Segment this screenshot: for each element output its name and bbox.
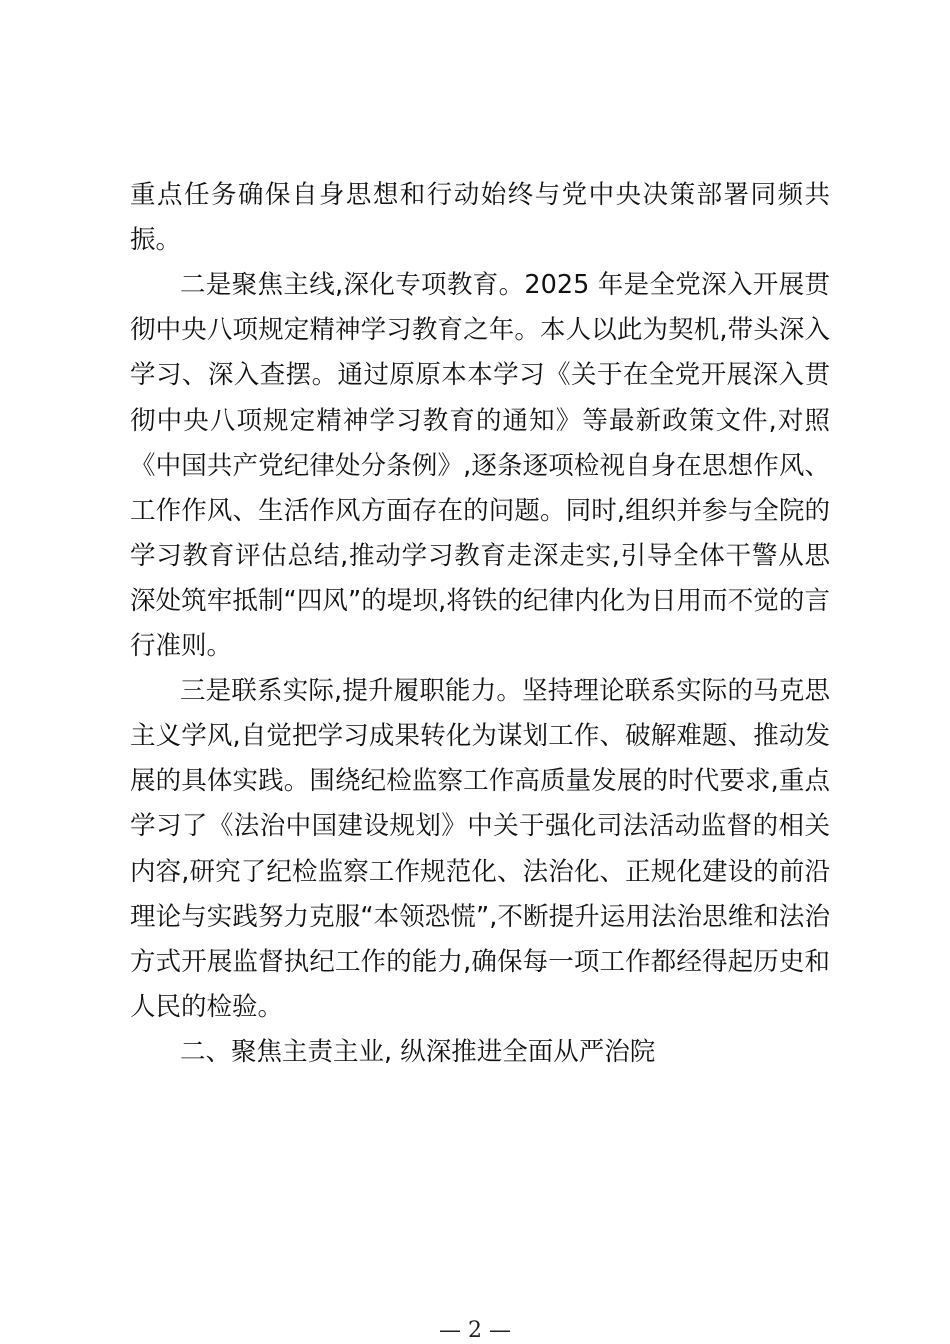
text-line: 深处筑牢抵制“四风”的堤坝,将铁的纪律内化为日用而不觉的言 (130, 585, 830, 616)
text-line: 展的具体实践。围绕纪检监察工作高质量发展的时代要求,重点 (130, 766, 830, 797)
text-line: 学习、深入查摆。通过原原本本学习《关于在全党开展深入贯 (130, 360, 830, 391)
text-line: 内容,研究了纪检监察工作规范化、法治化、正规化建设的前沿 (130, 856, 830, 887)
text-line: 重点任务确保自身思想和行动始终与党中央决策部署同频共 (130, 180, 830, 210)
text-line: 方式开展监督执纪工作的能力,确保每一项工作都经得起历史和 (130, 946, 830, 977)
text-line: 人民的检验。 (130, 991, 284, 1022)
text-line: 二、聚焦主责主业, 纵深推进全面从严治院 (180, 1036, 656, 1067)
text-line: 彻中央八项规定精神学习教育的通知》等最新政策文件,对照 (130, 405, 830, 436)
text-line: 三是联系实际,提升履职能力。坚持理论联系实际的马克思 (180, 676, 830, 707)
text-line: 彻中央八项规定精神学习教育之年。本人以此为契机,带头深入 (130, 315, 830, 346)
text-line: 理论与实践努力克服“本领恐慌”,不断提升运用法治思维和法治 (130, 901, 830, 932)
page-number: — 2 — (439, 1318, 511, 1343)
text-line: 振。 (130, 225, 182, 256)
text-line: 主义学风,自觉把学习成果转化为谋划工作、破解难题、推动发 (130, 721, 830, 752)
text-line: 学习教育评估总结,推动学习教育走深走实,引导全体干警从思 (130, 540, 830, 571)
text-line: 《中国共产党纪律处分条例》,逐条逐项检视自身在思想作风、 (130, 450, 830, 481)
text-line: 行准则。 (130, 631, 233, 661)
text-line: 二是聚焦主线,深化专项教育。2025 年是全党深入开展贯 (180, 270, 830, 301)
text-line: 工作作风、生活作风方面存在的问题。同时,组织并参与全院的 (130, 495, 830, 526)
text-line: 学习了《法治中国建设规划》中关于强化司法活动监督的相关 (130, 811, 830, 842)
